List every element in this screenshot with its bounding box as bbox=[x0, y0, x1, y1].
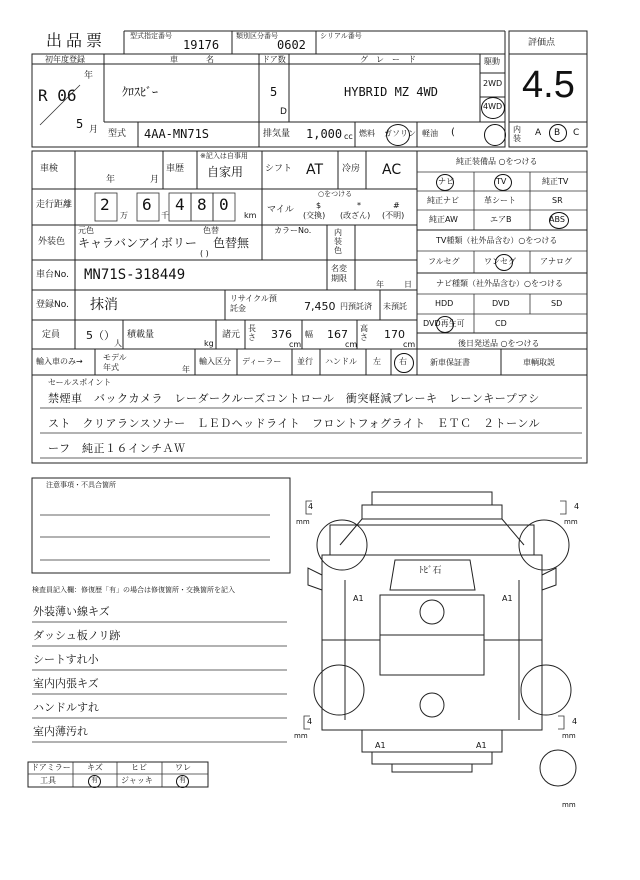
car-name-label: 車名 bbox=[170, 55, 242, 64]
first-reg-era: R 06 bbox=[38, 86, 77, 105]
tv-analog: アナログ bbox=[540, 257, 572, 266]
right-door-note: A1 bbox=[502, 594, 513, 603]
displacement-value: 1,000 bbox=[306, 127, 343, 141]
later-shipment-label: 後日発送品 ○をつける bbox=[458, 339, 540, 348]
navi-dvd-play: DVD再生可 bbox=[423, 319, 465, 328]
note-line-5: ハンドルすれ bbox=[33, 701, 99, 714]
rear-right-note: A1 bbox=[476, 741, 487, 750]
load-label: 積載量 bbox=[127, 330, 155, 340]
equip-navi-circle bbox=[436, 174, 454, 191]
note-line-4: 室内内張キズ bbox=[33, 677, 99, 690]
import-class-label: 輸入区分 bbox=[199, 357, 231, 366]
meter-unknown: (不明) bbox=[382, 211, 405, 220]
width-unit: cm bbox=[345, 340, 358, 349]
tv-oneseg: ワンセグ bbox=[484, 257, 516, 266]
displacement-label: 排気量 bbox=[263, 129, 291, 139]
handle-label: ハンドル bbox=[325, 357, 357, 366]
jack-mark-circle bbox=[176, 775, 189, 788]
first-reg-month-unit: 月 bbox=[89, 125, 99, 135]
tv-fullseg: フルセグ bbox=[428, 257, 460, 266]
tread-front-left: 4 bbox=[308, 502, 314, 511]
later-warranty: 新車保証書 bbox=[430, 358, 470, 367]
equip-navi: ナビ bbox=[438, 177, 454, 186]
mileage-man-unit: 万 bbox=[120, 211, 128, 220]
model-year-label: モデル年式 bbox=[103, 353, 127, 372]
equip-leather: 革シート bbox=[484, 196, 516, 205]
shift-value: AT bbox=[306, 162, 324, 178]
meter-hash: # bbox=[393, 201, 400, 210]
car-name: ｸﾛｽﾋﾞｰ bbox=[122, 85, 159, 99]
note-line-6: 室内薄汚れ bbox=[33, 725, 88, 738]
shift-label: シフト bbox=[265, 164, 293, 174]
scratch-label: キズ bbox=[87, 763, 103, 772]
drive-2wd: 2WD bbox=[483, 79, 503, 88]
tv-oneseg-circle bbox=[495, 254, 513, 271]
width-value: 167 bbox=[327, 328, 348, 341]
meter-dollar: $ bbox=[316, 201, 322, 210]
type-label: 型式 bbox=[108, 129, 127, 139]
width-label: 幅 bbox=[305, 330, 313, 339]
doors-value: 5 bbox=[270, 85, 278, 99]
rear-left-note: A1 bbox=[375, 741, 386, 750]
equip-abs-circle bbox=[549, 212, 569, 229]
sales-point-line-1: 禁煙車 バックカメラ レーダークルーズコントロール 衝突軽減ブレーキ レーンキープアシ bbox=[48, 392, 540, 405]
parallel-label: 並行 bbox=[297, 357, 313, 366]
mileage-digit-4: 8 bbox=[197, 195, 207, 214]
tread-rear-left-unit: mm bbox=[294, 732, 308, 740]
oem-equipment-label: 純正装備品 ○をつける bbox=[456, 157, 538, 166]
tread-rear-right: 4 bbox=[572, 717, 578, 726]
model-no: 19176 bbox=[183, 38, 220, 52]
inspector-label: 検査員記入欄：修復歴「有」の場合は修復箇所・交換箇所を記入 bbox=[32, 586, 235, 594]
jack-mark: 有 bbox=[179, 776, 186, 784]
tread-rear-left: 4 bbox=[307, 717, 313, 726]
navi-dvd-play-circle bbox=[436, 316, 454, 333]
equip-sr: SR bbox=[552, 196, 563, 205]
navi-hdd: HDD bbox=[435, 299, 454, 308]
later-manual: 車輌取説 bbox=[523, 358, 555, 367]
score-value: 4.5 bbox=[522, 64, 575, 106]
equip-tv: TV bbox=[496, 177, 507, 186]
chassis-no: MN71S-318449 bbox=[84, 267, 186, 283]
tool-mark-circle bbox=[88, 775, 101, 788]
interior-b-circle bbox=[549, 124, 567, 142]
tv-type-label: TV種類（社外品含む）○をつける bbox=[436, 236, 558, 245]
navi-cd: CD bbox=[495, 319, 507, 328]
capacity-unit: 人 bbox=[114, 339, 122, 348]
tread-front-right: 4 bbox=[574, 502, 580, 511]
tread-rear-right-unit: mm bbox=[562, 732, 576, 740]
mileage-km-unit: km bbox=[244, 211, 257, 220]
mile-label: マイル bbox=[267, 205, 294, 215]
car-class-label: 車歴 bbox=[166, 164, 185, 174]
drive-4wd: 4WD bbox=[483, 102, 503, 111]
equip-oem-aw: 純正AW bbox=[429, 215, 458, 224]
name-change-year-unit: 年 bbox=[376, 280, 384, 289]
recycle-suffix: 円預託済 bbox=[340, 302, 372, 311]
type-value: 4AA-MN71S bbox=[144, 127, 210, 141]
crack-label: ヒビ bbox=[131, 763, 147, 772]
doors-d: D bbox=[280, 107, 287, 117]
light-oil-bracket: ( bbox=[451, 127, 455, 138]
dimensions-label: 諸元 bbox=[222, 330, 241, 340]
sales-point-line-2: スト クリアランスソナー ＬＥＤヘッドライト フロントフォグライト ＥＴＣ ２トーンル bbox=[48, 417, 541, 430]
equip-tv-circle bbox=[494, 174, 512, 191]
notes-label: 注意事項・不具合箇所 bbox=[46, 481, 116, 489]
color-label: 外装色 bbox=[38, 237, 66, 247]
tool-label: 工具 bbox=[40, 776, 56, 785]
car-class-note: ※記入は自事用 bbox=[200, 152, 248, 160]
equip-oem-navi: 純正ナビ bbox=[427, 196, 459, 205]
meter-star: * bbox=[357, 201, 361, 210]
windshield-note: ﾄﾋﾞ石 bbox=[419, 566, 442, 576]
jack-label: ジャッキ bbox=[121, 776, 153, 785]
interior-label: 内装 bbox=[513, 125, 521, 143]
height-unit: cm bbox=[403, 340, 416, 349]
equip-oem-tv: 純正TV bbox=[542, 177, 569, 186]
mileage-digit-2: 6 bbox=[142, 195, 152, 214]
tread-front-left-unit: mm bbox=[296, 518, 310, 526]
chassis-label: 車台No. bbox=[36, 270, 69, 280]
fuel-circle bbox=[386, 124, 410, 146]
handle-left: 左 bbox=[373, 357, 381, 366]
dealer-label: ディーラー bbox=[242, 357, 282, 366]
serial-label: シリアル番号 bbox=[320, 32, 362, 40]
fuel-gasoline: ガソリン bbox=[384, 129, 416, 138]
note-line-2: ダッシュ板ノリ跡 bbox=[33, 629, 121, 642]
door-mirror-label: ドアミラー bbox=[31, 763, 71, 772]
navi-sd: SD bbox=[551, 299, 563, 308]
load-unit: kg bbox=[204, 339, 214, 348]
recycle-unpaid: 未預託 bbox=[383, 302, 407, 311]
sales-point-line-3: ーフ 純正１６インチＡＷ bbox=[48, 442, 186, 455]
navi-type-label: ナビ種類（社外品含む）○をつける bbox=[436, 279, 563, 288]
meter-circle-note: ○をつける bbox=[318, 190, 353, 198]
capacity-label: 定員 bbox=[42, 330, 61, 340]
inspection-label: 車検 bbox=[40, 164, 59, 174]
note-line-1: 外装薄い線キズ bbox=[33, 605, 110, 618]
color-change-value: 色替無 bbox=[213, 236, 250, 250]
note-line-3: シートすれ小 bbox=[33, 653, 99, 666]
length-value: 376 bbox=[271, 328, 292, 341]
reg-no: 抹消 bbox=[90, 297, 118, 313]
first-reg-month: 5 bbox=[76, 117, 84, 131]
page-title: 出品票 bbox=[46, 31, 107, 50]
capacity-value: 5（） bbox=[86, 329, 115, 342]
fuel-label: 燃料 bbox=[359, 129, 375, 138]
light-oil-circle bbox=[484, 124, 506, 146]
color-no-label: カラーNo. bbox=[274, 226, 312, 235]
height-value: 170 bbox=[384, 328, 405, 341]
model-no-label: 型式指定番号 bbox=[130, 32, 172, 40]
aircon-value: AC bbox=[382, 162, 402, 178]
class-no-label: 類別区分番号 bbox=[236, 32, 278, 40]
interior-color-label: 内装色 bbox=[334, 228, 342, 255]
mileage-sen-unit: 千 bbox=[161, 211, 169, 220]
length-label: 長さ bbox=[248, 324, 256, 342]
left-door-note: A1 bbox=[353, 594, 364, 603]
equip-abs: ABS bbox=[549, 215, 565, 224]
name-change-label: 名変期限 bbox=[331, 264, 347, 283]
interior-b: B bbox=[554, 128, 561, 138]
recycle-label: リサイクル預託金 bbox=[230, 294, 277, 313]
car-body-diagram bbox=[308, 492, 576, 786]
meter-exchange: (交換) bbox=[303, 211, 326, 220]
displacement-unit: cc bbox=[344, 132, 353, 141]
first-reg-year-unit: 年 bbox=[84, 71, 94, 81]
import-only-label: 輸入車のみ→ bbox=[36, 357, 83, 366]
interior-a: A bbox=[535, 128, 542, 138]
handle-right: 右 bbox=[399, 357, 407, 366]
mileage-digit-1: 2 bbox=[100, 195, 110, 214]
aircon-label: 冷房 bbox=[342, 164, 361, 174]
color-paren: ( ) bbox=[200, 249, 209, 258]
length-unit: cm bbox=[289, 340, 302, 349]
original-color-label: 元色 bbox=[78, 226, 94, 235]
light-oil-label: 軽油 bbox=[422, 129, 438, 138]
drive-4wd-circle bbox=[481, 97, 505, 119]
broken-label: ワレ bbox=[175, 763, 191, 772]
grade-label: グレード bbox=[360, 55, 424, 64]
interior-c: C bbox=[573, 128, 580, 138]
class-no: 0602 bbox=[277, 38, 306, 52]
mileage-digit-3: 4 bbox=[175, 195, 185, 214]
color-value: キャラバンアイボリー bbox=[78, 236, 197, 250]
mileage-label: 走行距離 bbox=[36, 200, 73, 210]
doors-label: ドア数 bbox=[262, 55, 286, 64]
recycle-amount: 7,450 bbox=[304, 300, 336, 313]
tread-front-right-unit: mm bbox=[564, 518, 578, 526]
handle-right-circle bbox=[394, 353, 414, 373]
navi-dvd: DVD bbox=[492, 299, 510, 308]
model-year-unit: 年 bbox=[182, 365, 190, 374]
meter-tampered: (改ざん) bbox=[340, 211, 371, 220]
spare-unit: mm bbox=[562, 801, 576, 809]
inspection-month-unit: 月 bbox=[150, 175, 160, 185]
tool-mark: 有 bbox=[91, 776, 98, 784]
mileage-digit-5: 0 bbox=[219, 195, 229, 214]
car-class-value: 自家用 bbox=[207, 165, 244, 179]
score-label: 評価点 bbox=[528, 38, 556, 48]
reg-label: 登録No. bbox=[36, 300, 69, 310]
equip-airbag: エアB bbox=[490, 215, 512, 224]
name-change-day-unit: 日 bbox=[404, 280, 412, 289]
drive-label: 駆動 bbox=[484, 57, 500, 66]
color-change-label: 色替 bbox=[203, 226, 219, 235]
first-reg-label: 初年度登録 bbox=[45, 55, 85, 64]
sales-point-label: セールスポイント bbox=[48, 378, 112, 387]
height-label: 高さ bbox=[360, 324, 368, 342]
grade-value: HYBRID MZ 4WD bbox=[344, 85, 438, 99]
inspection-year-unit: 年 bbox=[106, 175, 116, 185]
